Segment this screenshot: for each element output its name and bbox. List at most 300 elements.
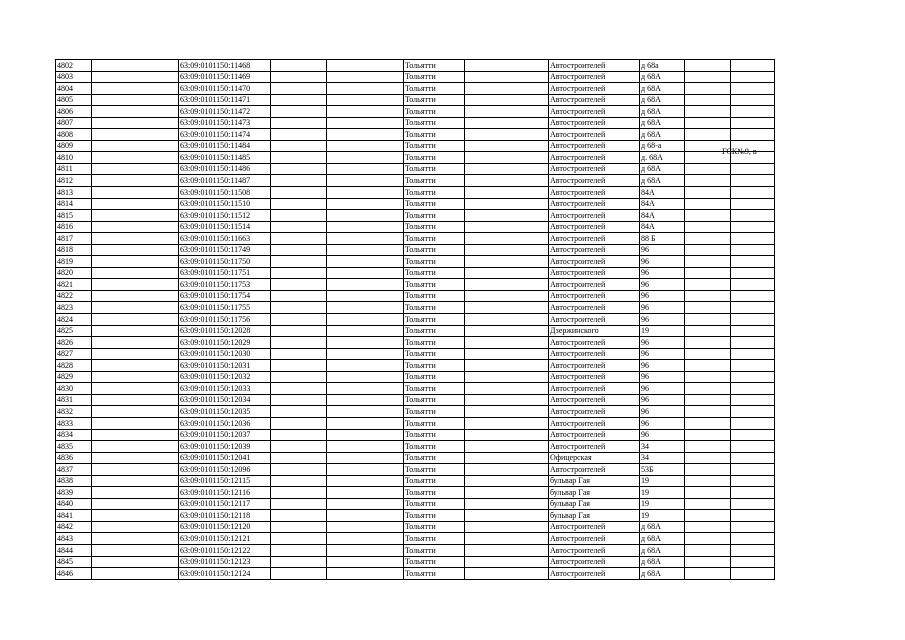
table-row — [56, 140, 775, 152]
street-cell: Автостроителей — [549, 290, 640, 302]
empty-cell — [92, 371, 179, 383]
row-number-cell: 4816 — [56, 221, 92, 233]
cadastral-number-cell: 63:09:0101150:11514 — [179, 221, 271, 233]
city-cell: Тольятти — [404, 521, 465, 533]
street-cell: Автостроителей — [549, 221, 640, 233]
cadastral-number-cell: 63:09:0101150:11512 — [179, 210, 271, 222]
empty-cell — [685, 348, 731, 360]
city-cell: Тольятти — [404, 383, 465, 395]
empty-cell — [327, 498, 404, 510]
empty-cell — [465, 383, 549, 395]
empty-cell — [92, 556, 179, 568]
empty-cell — [271, 510, 327, 522]
empty-cell — [731, 417, 775, 429]
row-number-cell: 4836 — [56, 452, 92, 464]
street-cell: Автостроителей — [549, 117, 640, 129]
table-row — [56, 256, 775, 268]
row-number-cell: 4837 — [56, 464, 92, 476]
table-row — [56, 94, 775, 106]
city-cell: Тольятти — [404, 267, 465, 279]
empty-cell — [327, 544, 404, 556]
empty-cell — [731, 337, 775, 349]
house-cell: д 68А — [640, 83, 685, 95]
house-cell: д 68А — [640, 556, 685, 568]
empty-cell — [731, 314, 775, 326]
empty-cell — [465, 83, 549, 95]
house-cell: 96 — [640, 290, 685, 302]
empty-cell — [327, 337, 404, 349]
cadastral-number-cell: 63:09:0101150:12036 — [179, 417, 271, 429]
empty-cell — [92, 383, 179, 395]
city-cell: Тольятти — [404, 256, 465, 268]
row-number-cell: 4810 — [56, 152, 92, 164]
empty-cell — [731, 210, 775, 222]
row-number-cell: 4820 — [56, 267, 92, 279]
empty-cell — [685, 314, 731, 326]
empty-cell — [465, 187, 549, 199]
street-cell: Автостроителей — [549, 152, 640, 164]
cadastral-number-cell: 63:09:0101150:12037 — [179, 429, 271, 441]
house-cell: 96 — [640, 256, 685, 268]
house-cell: 96 — [640, 406, 685, 418]
empty-cell — [327, 348, 404, 360]
house-cell: 53Б — [640, 464, 685, 476]
row-number-cell: 4845 — [56, 556, 92, 568]
empty-cell — [685, 210, 731, 222]
table-row — [56, 383, 775, 395]
empty-cell — [271, 544, 327, 556]
empty-cell — [327, 429, 404, 441]
empty-cell — [731, 533, 775, 545]
street-cell: Автостроителей — [549, 94, 640, 106]
table-row — [56, 187, 775, 199]
empty-cell — [92, 394, 179, 406]
cadastral-number-cell: 63:09:0101150:11487 — [179, 175, 271, 187]
table-row — [56, 290, 775, 302]
street-cell: Автостроителей — [549, 314, 640, 326]
table-row — [56, 117, 775, 129]
row-number-cell: 4838 — [56, 475, 92, 487]
row-number-cell: 4827 — [56, 348, 92, 360]
empty-cell — [465, 348, 549, 360]
empty-cell — [271, 394, 327, 406]
table-row — [56, 337, 775, 349]
empty-cell — [92, 106, 179, 118]
city-cell: Тольятти — [404, 556, 465, 568]
empty-cell — [271, 371, 327, 383]
cadastral-number-cell: 63:09:0101150:11753 — [179, 279, 271, 291]
table-row — [56, 568, 775, 580]
house-cell: 84А — [640, 210, 685, 222]
registry-table — [55, 59, 775, 580]
empty-cell — [731, 521, 775, 533]
table-row — [56, 371, 775, 383]
empty-cell — [685, 371, 731, 383]
cadastral-number-cell: 63:09:0101150:12115 — [179, 475, 271, 487]
row-number-cell: 4842 — [56, 521, 92, 533]
empty-cell — [685, 256, 731, 268]
table-row — [56, 464, 775, 476]
empty-cell — [685, 94, 731, 106]
empty-cell — [271, 71, 327, 83]
empty-cell — [685, 163, 731, 175]
row-number-cell: 4823 — [56, 302, 92, 314]
empty-cell — [685, 406, 731, 418]
street-cell: Автостроителей — [549, 163, 640, 175]
empty-cell — [271, 60, 327, 72]
row-number-cell: 4809 — [56, 140, 92, 152]
empty-cell — [465, 152, 549, 164]
empty-cell — [271, 94, 327, 106]
row-number-cell: 4811 — [56, 163, 92, 175]
street-cell: Автостроителей — [549, 417, 640, 429]
city-cell: Тольятти — [404, 210, 465, 222]
empty-cell — [731, 129, 775, 141]
cadastral-number-cell: 63:09:0101150:11473 — [179, 117, 271, 129]
empty-cell — [465, 521, 549, 533]
table-row — [56, 441, 775, 453]
table-row — [56, 510, 775, 522]
house-cell: д 68А — [640, 533, 685, 545]
row-number-cell: 4835 — [56, 441, 92, 453]
street-cell: Автостроителей — [549, 544, 640, 556]
empty-cell — [731, 360, 775, 372]
empty-cell — [685, 475, 731, 487]
street-cell: Автостроителей — [549, 568, 640, 580]
city-cell: Тольятти — [404, 175, 465, 187]
empty-cell — [271, 233, 327, 245]
street-cell: Автостроителей — [549, 187, 640, 199]
cadastral-number-cell: 63:09:0101150:12039 — [179, 441, 271, 453]
house-cell: 34 — [640, 441, 685, 453]
street-cell: Автостроителей — [549, 348, 640, 360]
row-number-cell: 4818 — [56, 244, 92, 256]
empty-cell — [465, 129, 549, 141]
empty-cell — [271, 498, 327, 510]
empty-cell — [271, 383, 327, 395]
empty-cell — [685, 487, 731, 499]
cadastral-number-cell: 63:09:0101150:12030 — [179, 348, 271, 360]
house-cell: 96 — [640, 348, 685, 360]
empty-cell — [731, 244, 775, 256]
street-cell: Автостроителей — [549, 233, 640, 245]
empty-cell — [271, 521, 327, 533]
empty-cell — [465, 406, 549, 418]
empty-cell — [271, 302, 327, 314]
house-cell: 19 — [640, 498, 685, 510]
empty-cell — [731, 406, 775, 418]
empty-cell — [92, 221, 179, 233]
empty-cell — [271, 175, 327, 187]
empty-cell — [465, 314, 549, 326]
table-row — [56, 475, 775, 487]
empty-cell — [465, 394, 549, 406]
empty-cell — [465, 417, 549, 429]
row-number-cell: 4822 — [56, 290, 92, 302]
empty-cell — [327, 244, 404, 256]
empty-cell — [465, 267, 549, 279]
cadastral-number-cell: 63:09:0101150:11474 — [179, 129, 271, 141]
empty-cell — [731, 221, 775, 233]
empty-cell — [465, 533, 549, 545]
empty-cell — [327, 360, 404, 372]
empty-cell — [327, 521, 404, 533]
empty-cell — [327, 383, 404, 395]
house-cell: 84А — [640, 198, 685, 210]
empty-cell — [465, 175, 549, 187]
street-cell: Автостроителей — [549, 210, 640, 222]
table-row — [56, 106, 775, 118]
row-number-cell: 4826 — [56, 337, 92, 349]
table-row — [56, 325, 775, 337]
empty-cell — [327, 452, 404, 464]
city-cell: Тольятти — [404, 406, 465, 418]
empty-cell — [685, 290, 731, 302]
row-number-cell: 4802 — [56, 60, 92, 72]
cadastral-number-cell: 63:09:0101150:12031 — [179, 360, 271, 372]
empty-cell — [685, 568, 731, 580]
empty-cell — [685, 394, 731, 406]
street-cell: бульвар Гая — [549, 487, 640, 499]
empty-cell — [465, 325, 549, 337]
house-cell: 96 — [640, 429, 685, 441]
empty-cell — [271, 417, 327, 429]
city-cell: Тольятти — [404, 394, 465, 406]
empty-cell — [731, 464, 775, 476]
row-number-cell: 4806 — [56, 106, 92, 118]
empty-cell — [327, 175, 404, 187]
city-cell: Тольятти — [404, 417, 465, 429]
empty-cell — [465, 140, 549, 152]
cadastral-number-cell: 63:09:0101150:11754 — [179, 290, 271, 302]
street-cell: бульвар Гая — [549, 510, 640, 522]
row-number-cell: 4833 — [56, 417, 92, 429]
table-row — [56, 60, 775, 72]
city-cell: Тольятти — [404, 129, 465, 141]
row-number-cell: 4840 — [56, 498, 92, 510]
city-cell: Тольятти — [404, 464, 465, 476]
empty-cell — [327, 233, 404, 245]
empty-cell — [327, 568, 404, 580]
table-row — [56, 417, 775, 429]
city-cell: Тольятти — [404, 140, 465, 152]
empty-cell — [731, 544, 775, 556]
empty-cell — [271, 348, 327, 360]
empty-cell — [92, 360, 179, 372]
city-cell: Тольятти — [404, 198, 465, 210]
table-row — [56, 452, 775, 464]
street-cell: Автостроителей — [549, 83, 640, 95]
cadastral-number-cell: 63:09:0101150:11749 — [179, 244, 271, 256]
cadastral-number-cell: 63:09:0101150:12035 — [179, 406, 271, 418]
house-cell: 96 — [640, 360, 685, 372]
table-row — [56, 210, 775, 222]
empty-cell — [465, 360, 549, 372]
empty-cell — [92, 417, 179, 429]
street-cell: Автостроителей — [549, 360, 640, 372]
house-cell: д 68А — [640, 106, 685, 118]
empty-cell — [327, 187, 404, 199]
empty-cell — [731, 106, 775, 118]
empty-cell — [465, 106, 549, 118]
empty-cell — [271, 475, 327, 487]
city-cell: Тольятти — [404, 475, 465, 487]
empty-cell — [465, 429, 549, 441]
row-number-cell: 4841 — [56, 510, 92, 522]
empty-cell — [685, 117, 731, 129]
empty-cell — [685, 175, 731, 187]
cadastral-number-cell: 63:09:0101150:11751 — [179, 267, 271, 279]
empty-cell — [465, 163, 549, 175]
house-cell: 96 — [640, 244, 685, 256]
house-cell: 19 — [640, 487, 685, 499]
street-cell: Автостроителей — [549, 429, 640, 441]
cadastral-number-cell: 63:09:0101150:12121 — [179, 533, 271, 545]
street-cell: Автостроителей — [549, 394, 640, 406]
empty-cell — [327, 510, 404, 522]
empty-cell — [685, 360, 731, 372]
empty-cell — [685, 533, 731, 545]
city-cell: Тольятти — [404, 71, 465, 83]
empty-cell — [271, 129, 327, 141]
table-row — [56, 244, 775, 256]
empty-cell — [92, 94, 179, 106]
empty-cell — [327, 60, 404, 72]
cadastral-number-cell: 63:09:0101150:11755 — [179, 302, 271, 314]
empty-cell — [92, 464, 179, 476]
cadastral-number-cell: 63:09:0101150:12032 — [179, 371, 271, 383]
cadastral-number-cell: 63:09:0101150:12122 — [179, 544, 271, 556]
cadastral-number-cell: 63:09:0101150:11484 — [179, 140, 271, 152]
empty-cell — [92, 267, 179, 279]
empty-cell — [92, 290, 179, 302]
empty-cell — [327, 163, 404, 175]
street-cell: Автостроителей — [549, 256, 640, 268]
row-number-cell: 4843 — [56, 533, 92, 545]
table-row — [56, 544, 775, 556]
empty-cell — [465, 233, 549, 245]
empty-cell — [271, 256, 327, 268]
table-body — [56, 60, 775, 580]
street-cell: бульвар Гая — [549, 475, 640, 487]
city-cell: Тольятти — [404, 452, 465, 464]
empty-cell — [271, 487, 327, 499]
city-cell: Тольятти — [404, 314, 465, 326]
empty-cell — [465, 117, 549, 129]
empty-cell — [92, 544, 179, 556]
table-row — [56, 533, 775, 545]
house-cell: 96 — [640, 314, 685, 326]
house-cell: д 68А — [640, 568, 685, 580]
empty-cell — [327, 221, 404, 233]
city-cell: Тольятти — [404, 290, 465, 302]
empty-cell — [685, 267, 731, 279]
empty-cell — [465, 452, 549, 464]
empty-cell — [271, 556, 327, 568]
empty-cell — [731, 487, 775, 499]
table-row — [56, 83, 775, 95]
empty-cell — [327, 117, 404, 129]
empty-cell — [92, 441, 179, 453]
street-cell: Автостроителей — [549, 71, 640, 83]
street-cell: бульвар Гая — [549, 498, 640, 510]
empty-cell — [327, 464, 404, 476]
house-cell: 84А — [640, 187, 685, 199]
empty-cell — [465, 441, 549, 453]
empty-cell — [731, 233, 775, 245]
cadastral-number-cell: 63:09:0101150:11510 — [179, 198, 271, 210]
empty-cell — [271, 452, 327, 464]
cadastral-number-cell: 63:09:0101150:11750 — [179, 256, 271, 268]
house-cell: 34 — [640, 452, 685, 464]
empty-cell — [465, 221, 549, 233]
row-number-cell: 4844 — [56, 544, 92, 556]
empty-cell — [271, 314, 327, 326]
street-cell: Автостроителей — [549, 140, 640, 152]
empty-cell — [327, 94, 404, 106]
house-cell: д 68А — [640, 129, 685, 141]
city-cell: Тольятти — [404, 83, 465, 95]
empty-cell — [271, 337, 327, 349]
house-cell: д. 68А — [640, 152, 685, 164]
row-number-cell: 4805 — [56, 94, 92, 106]
empty-cell — [731, 290, 775, 302]
empty-cell — [92, 163, 179, 175]
empty-cell — [92, 71, 179, 83]
empty-cell — [731, 94, 775, 106]
house-cell: д 68А — [640, 163, 685, 175]
table-row — [56, 406, 775, 418]
empty-cell — [327, 371, 404, 383]
street-cell: Автостроителей — [549, 337, 640, 349]
cadastral-number-cell: 63:09:0101150:11663 — [179, 233, 271, 245]
empty-cell — [685, 187, 731, 199]
house-cell: 96 — [640, 267, 685, 279]
empty-cell — [327, 314, 404, 326]
empty-cell — [271, 441, 327, 453]
empty-cell — [92, 175, 179, 187]
house-cell: 19 — [640, 325, 685, 337]
street-cell: Автостроителей — [549, 244, 640, 256]
row-number-cell: 4819 — [56, 256, 92, 268]
empty-cell — [685, 510, 731, 522]
street-cell: Автостроителей — [549, 267, 640, 279]
empty-cell — [465, 487, 549, 499]
empty-cell — [685, 498, 731, 510]
empty-cell — [271, 533, 327, 545]
cadastral-number-cell: 63:09:0101150:12118 — [179, 510, 271, 522]
cadastral-number-cell: 63:09:0101150:11468 — [179, 60, 271, 72]
city-cell: Тольятти — [404, 163, 465, 175]
empty-cell — [685, 452, 731, 464]
street-cell: Автостроителей — [549, 464, 640, 476]
empty-cell — [327, 129, 404, 141]
empty-cell — [731, 175, 775, 187]
table-row — [56, 487, 775, 499]
empty-cell — [92, 117, 179, 129]
row-number-cell: 4821 — [56, 279, 92, 291]
empty-cell — [327, 140, 404, 152]
empty-cell — [465, 544, 549, 556]
empty-cell — [685, 302, 731, 314]
house-cell: д 68а — [640, 60, 685, 72]
empty-cell — [731, 325, 775, 337]
empty-cell — [685, 198, 731, 210]
empty-cell — [731, 498, 775, 510]
empty-cell — [271, 106, 327, 118]
empty-cell — [731, 452, 775, 464]
row-number-cell: 4832 — [56, 406, 92, 418]
